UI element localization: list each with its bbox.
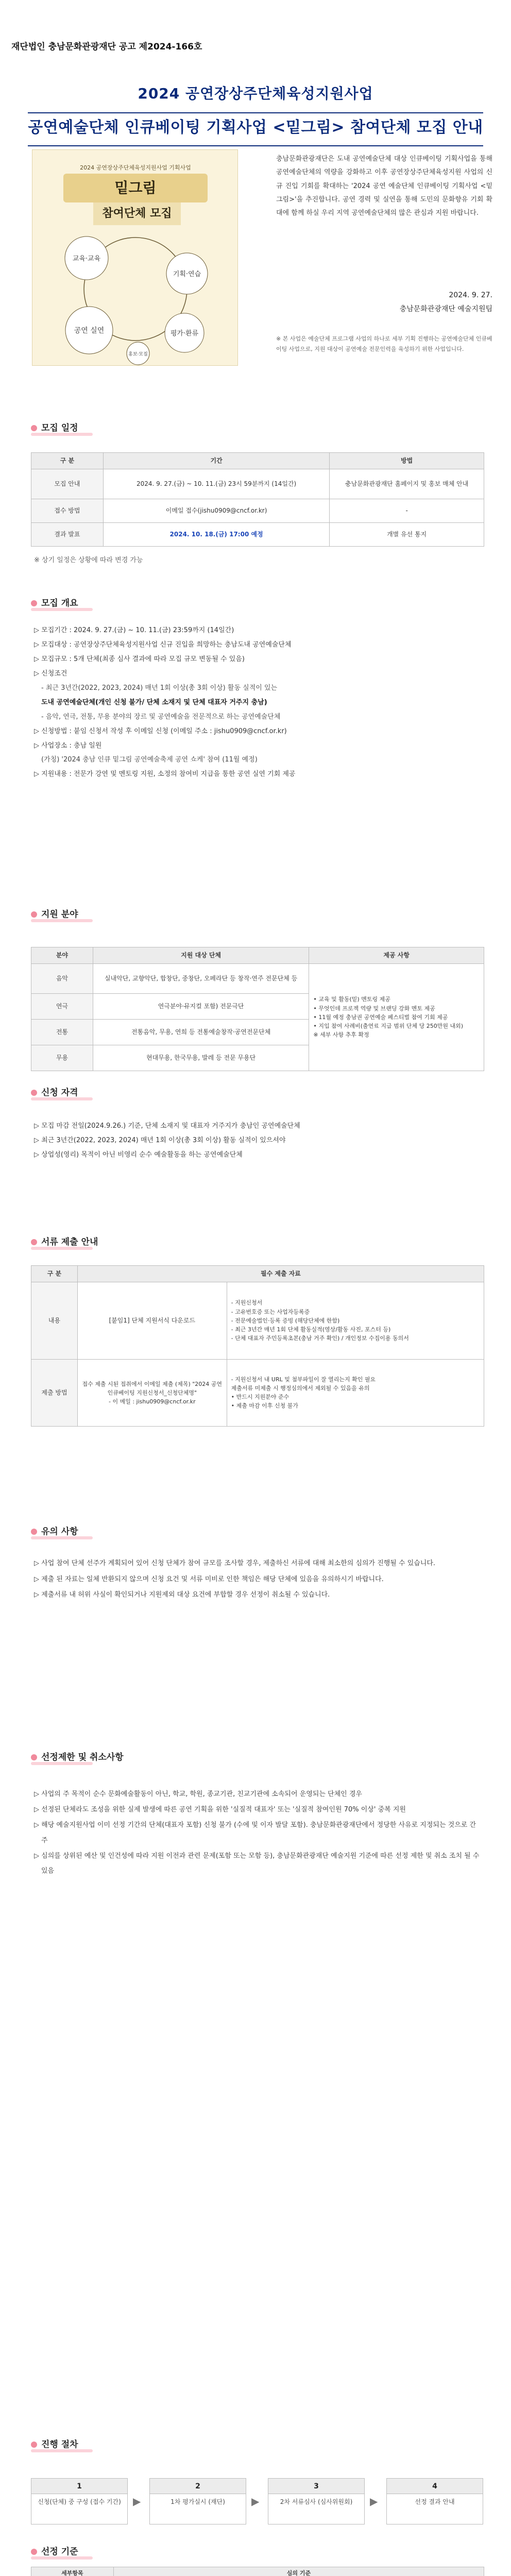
table-header-row <box>31 2567 484 2576</box>
section-documents-label: 서류 제출 안내 <box>41 1237 98 1247</box>
title-rule-bottom <box>28 145 483 146</box>
table-cell: 개별 유선 통지 <box>330 522 484 546</box>
list-item: ▷ 지원내용 : 전문가 강연 및 멘토링 지원, 소정의 참여비 지급을 통한 공연 실연 기회 제공 <box>34 770 296 778</box>
intro-org: 충남문화관광재단 예술지원팀 <box>399 304 492 313</box>
section-documents-title <box>31 1235 98 1249</box>
section-overview-title <box>31 597 78 610</box>
table-row <box>31 1282 484 1359</box>
overview-list <box>34 623 482 782</box>
eligibility-list <box>34 1119 482 1162</box>
provisions-cell: • 교육 및 활동(밑) 멘토링 제공 • 무엇인데 프로젝 역량 및 브랜딩 강화 멘토 제공 • 11월 예정 충남권 공연예술 페스티벌 참여 기회 제공 • 지입 참여 사례비(출연료 지급 범위 단체 당 250만원 내외) ※ 세부 사항 추후 확정 <box>309 963 484 1071</box>
list-item: ▷ 모집 마감 전일(2024.9.26.) 기준, 단체 소재지 및 대표자 거주지가 충남인 공연예술단체 <box>34 1122 300 1130</box>
poster-cycle-illustration <box>32 227 239 366</box>
notes-list <box>34 1556 482 1603</box>
table-header-cell: 필수 제출 자료 <box>77 1266 484 1282</box>
procedure-step <box>268 2478 365 2524</box>
table-cell: 실내악단, 교향악단, 합창단, 중창단, 오페라단 등 창작·연주 전문단체 등 <box>93 963 309 993</box>
table-header-row <box>31 453 484 469</box>
table-cell: 접수 방법 <box>31 499 104 522</box>
schedule-note: ※ 상기 일정은 상황에 따라 변경 가능 <box>34 556 143 564</box>
list-item: ▷ 심의를 상위된 예산 및 인건성에 따라 지원 이전과 관련 문제(포함 또는 모함 등), 충남문화관광재단 예술지원 기준에 따른 선정 제한 및 취소 조치 될 수 있음 <box>34 1852 480 1875</box>
section-dot-icon <box>31 911 37 918</box>
step-number: 4 <box>387 2479 483 2494</box>
step-label: 2차 서류심사 (심사위원회) <box>280 2498 353 2505</box>
poster-tag: 참여단체 모집 <box>93 202 181 225</box>
table-cell: 모집 안내 <box>31 469 104 499</box>
table-cell: 전통음악, 무용, 연희 등 전통예술창작·공연전문단체 <box>93 1019 309 1045</box>
poster-name: 밑그림 <box>63 174 208 202</box>
list-item: ▷ 해당 예술지원사업 이미 선정 기간의 단체(대표자 포함) 신청 불가 (수에 및 이자 발달 포함). 충남문화관광재단에서 정당한 사유로 지정되는 것으로 간주 <box>34 1821 476 1844</box>
section-overview-label: 모집 개요 <box>41 598 78 608</box>
section-dot-icon <box>31 2549 37 2555</box>
list-item: ▷ 제출 된 자료는 일체 반환되지 않으며 신청 요건 및 서류 미비로 인한 책임은 해당 단체에 있음을 유의하시기 바랍니다. <box>34 1575 384 1583</box>
list-item: ▷ 모집규모 : 5개 단체(최종 심사 결과에 따라 모집 규모 변동될 수 있음) <box>34 655 245 663</box>
procedure-step <box>149 2478 246 2524</box>
poster-circle-promo-label: 홍보·모집 <box>128 352 148 357</box>
list-item: ▷ 최근 3년간(2022, 2023, 2024) 매년 1회 이상(총 3회 이상) 활동 실적이 있으셔야 <box>34 1136 286 1144</box>
table-header-cell: 구 분 <box>31 1266 78 1282</box>
table-row <box>31 1359 484 1426</box>
section-dot-icon <box>31 600 37 606</box>
list-item: ▷ 모집대상 : 공연장상주단체육성지원사업 신규 진입을 희망하는 충남도내 공연예술단체 <box>34 640 292 649</box>
table-cell: 2024. 9. 27.(금) ~ 10. 11.(금) 23시 59분까지 (14일간) <box>103 469 330 499</box>
poster-circle-edu-label: 교육·교육 <box>72 255 101 263</box>
procedure-step <box>386 2478 483 2524</box>
fields-table <box>31 947 484 1071</box>
list-item: ▷ 사업의 주 목적이 순수 문화예술활동이 아닌, 학교, 학원, 종교기관, 친교기관에 소속되어 운영되는 단체인 경우 <box>34 1790 362 1798</box>
poster-circle-stage-label: 공연 실연 <box>74 327 105 335</box>
intro-note: ※ 본 사업은 예술단체 프로그램 사업의 하나로 세부 기획 진행하는 공연예술단체 인큐베이팅 사업으로, 지원 대상이 공연예술 전문인력을 육성하기 위한 사업입니다. <box>276 335 492 352</box>
table-cell: - 지원신청서 내 URL 및 첨부파일이 잘 열리는지 확인 필요 제출서류 미제출 시 행정심의에서 제외될 수 있음을 유의 • 반드시 지원분야 준수 • 제출 마감 이후 신청 불가 <box>227 1359 484 1426</box>
arrow-right-icon: ▶ <box>251 2495 260 2507</box>
section-notes-title <box>31 1525 78 1538</box>
table-header-cell: 방법 <box>330 453 484 469</box>
table-cell: 음악 <box>31 963 93 993</box>
intro-text: 충남문화관광재단은 도내 공연예술단체 대상 인큐베이팅 기획사업을 통해 공연예술단체의 역량을 강화하고 이후 공연장상주단체육성지원 사업의 신규 진입 기회를 확대하는 '2024 공연 예술단체 인큐베이팅 기획사업 <밑그림>'을 추진합니다. 공연 경력 및 실연을 통해 도민의 문화향유 기회 확대에 함께 하실 우리 지역 공연예술단체의 많은 관심과 지원 바랍니다. <box>276 155 492 217</box>
step-number: 2 <box>150 2479 246 2494</box>
table-cell: [붙임1] 단체 지원서식 다운로드 <box>77 1282 227 1359</box>
list-item: ▷ 사업 참여 단체 선주가 계획되어 있어 신청 단체가 참여 규모를 조사할 경우, 제출하신 서류에 대해 최소한의 심의가 진행될 수 있습니다. <box>34 1560 436 1567</box>
table-row <box>31 469 484 499</box>
documents-table <box>31 1265 484 1427</box>
section-dot-icon <box>31 425 37 431</box>
list-item: ▷ 제출서류 내 허위 사실이 확인되거나 지원제외 대상 요건에 부합할 경우 선정이 취소될 수 있습니다. <box>34 1591 330 1599</box>
table-cell: 2024. 10. 18.(금) 17:00 예정 <box>103 522 330 546</box>
procedure-steps <box>31 2478 484 2530</box>
table-header-cell: 제공 사항 <box>309 947 484 964</box>
list-item: 도내 공연예술단체(개인 신청 불가/ 단체 소재지 및 단체 대표자 거주지 충남) <box>41 698 267 706</box>
step-number: 1 <box>31 2479 127 2494</box>
section-notes-label: 유의 사항 <box>41 1527 78 1537</box>
list-item: - 최근 3년간(2022, 2023, 2024) 매년 1회 이상(총 3회 이상) 활동 실적이 있는 <box>41 684 278 692</box>
arrow-right-icon: ▶ <box>133 2495 141 2507</box>
poster-circle-review-label: 평가·환류 <box>170 330 199 337</box>
list-item: ▷ 사업장소 : 충남 일원 <box>34 741 102 750</box>
table-header-cell: 지원 대상 단체 <box>93 947 309 964</box>
table-cell: 결과 발표 <box>31 522 104 546</box>
table-header-row <box>31 1266 484 1282</box>
list-item: ▷ 선정된 단체라도 조성을 위한 실제 발생에 따른 공연 기획을 위한 '실질적 대표자' 또는 '실질적 참여인원 70% 이상' 중복 지원 <box>34 1805 406 1814</box>
table-cell: 전통 <box>31 1019 93 1045</box>
page-title <box>0 82 511 140</box>
table-row <box>31 963 484 993</box>
section-dot-icon <box>31 1239 37 1245</box>
section-restrictions-title <box>31 1751 124 1764</box>
title-line-1: 2024 공연장상주단체육성지원사업 <box>138 85 373 102</box>
restrictions-list <box>34 1787 482 1879</box>
table-cell: 무용 <box>31 1045 93 1071</box>
table-cell: - 지원신청서 - 고유번호증 또는 사업자등록증 - 전문예술법인·등록 증빙 (해당단체에 한함) - 최근 3년간 매년 1회 단체 활동실적(영상/활동 사진, 포스터 등) - 단체 대표자 주민등록초본(충남 거주 확인) / 개인정보 수집이용 동의서 <box>227 1282 484 1359</box>
section-schedule-title <box>31 421 78 435</box>
poster-subtitle: 2024 공연장상주단체육성지원사업 기획사업 <box>80 164 191 171</box>
section-restrictions-label: 선정제한 및 취소사항 <box>41 1752 124 1762</box>
table-header-row <box>31 947 484 964</box>
notice-number: 재단법인 충남문화관광재단 공고 제2024-166호 <box>11 42 202 52</box>
program-poster <box>32 149 238 366</box>
section-dot-icon <box>31 2442 37 2448</box>
intro-signature <box>276 289 492 316</box>
section-fields-label: 지원 분야 <box>41 909 78 920</box>
section-dot-icon <box>31 1754 37 1760</box>
list-item: ▷ 모집기간 : 2024. 9. 27.(금) ~ 10. 11.(금) 23:59까지 (14일간) <box>34 626 234 634</box>
table-cell: 연극분야·뮤지컬 포함) 전문극단 <box>93 993 309 1019</box>
table-row <box>31 522 484 546</box>
section-eligibility-label: 신청 자격 <box>41 1088 78 1098</box>
table-cell: 제출 방법 <box>31 1359 78 1426</box>
table-cell: 연극 <box>31 993 93 1019</box>
table-header-cell: 기간 <box>103 453 330 469</box>
section-dot-icon <box>31 1090 37 1096</box>
section-criteria-title <box>31 2545 78 2558</box>
arrow-right-icon: ▶ <box>370 2495 378 2507</box>
table-header-cell: 구 분 <box>31 453 104 469</box>
poster-circle-plan-label: 기획·연습 <box>173 270 201 278</box>
list-item: ▷ 신청방법 : 붙임 신청서 작성 후 이메일 신청 (이메일 주소 : jishu0909@cncf.or.kr) <box>34 727 287 735</box>
table-cell: 이메일 접수(jishu0909@cncf.or.kr) <box>103 499 330 522</box>
table-cell: 접수 제출 시된 접취에서 이메일 제출 (제목) "2024 공연 인큐베이팅 지원신청서_신청단체명" - 이 메일 : jishu0909@cncf.or.kr <box>77 1359 227 1426</box>
step-label: 선정 결과 안내 <box>415 2498 455 2505</box>
section-procedure-title <box>31 2438 78 2451</box>
list-item: (가칭) '2024 충남 인큐 밑그림 공연예술축제 공연 쇼케' 참여 (11월 예정) <box>41 756 258 764</box>
table-cell: - <box>330 499 484 522</box>
title-line-2: 공연예술단체 인큐베이팅 기획사업 <밑그림> 참여단체 모집 안내 <box>28 118 483 137</box>
table-cell: 내용 <box>31 1282 78 1359</box>
table-row <box>31 499 484 522</box>
table-cell: 충남문화관광재단 홈페이지 및 홍보 매체 안내 <box>330 469 484 499</box>
table-header-cell: 분야 <box>31 947 93 964</box>
step-label: 1차 평가실시 (재단) <box>171 2498 225 2505</box>
table-header-cell: 심의 기준 <box>113 2567 484 2576</box>
table-header-cell: 세부항목 <box>31 2567 114 2576</box>
list-item: ▷ 상업성(영리) 목적이 아닌 비영리 순수 예술활동을 하는 공연예술단체 <box>34 1150 243 1159</box>
section-procedure-label: 진행 절차 <box>41 2439 78 2450</box>
table-cell: 현대무용, 한국무용, 발레 등 전문 무용단 <box>93 1045 309 1071</box>
procedure-step <box>31 2478 128 2524</box>
schedule-table <box>31 452 484 547</box>
intro-date: 2024. 9. 27. <box>449 291 492 299</box>
criteria-table <box>31 2567 484 2576</box>
step-number: 3 <box>268 2479 364 2494</box>
section-criteria-label: 선정 기준 <box>41 2547 78 2557</box>
section-eligibility-title <box>31 1086 78 1099</box>
section-fields-title <box>31 908 78 921</box>
list-item: ▷ 신청조건 <box>34 669 67 677</box>
section-schedule-label: 모집 일정 <box>41 423 78 433</box>
step-label: 신청(단체) 중 구성 (접수 기간) <box>38 2498 121 2505</box>
section-dot-icon <box>31 1529 37 1535</box>
list-item: - 음악, 연극, 전통, 무용 분야의 장르 및 공연예술을 전문적으로 하는 공연예술단체 <box>41 713 281 721</box>
